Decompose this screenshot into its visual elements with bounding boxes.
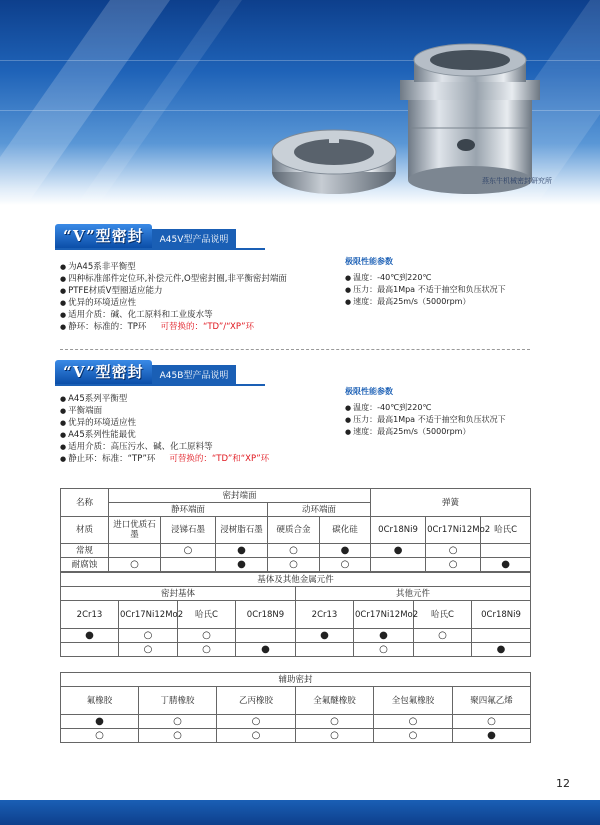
seat-ring-image <box>272 130 396 194</box>
symbol-cell: ○ <box>296 715 374 729</box>
material-cell: 浸树脂石墨 <box>216 517 268 544</box>
footer-bar <box>0 800 600 825</box>
list-item: ● PTFE材质V型圈适应能力 <box>60 285 287 297</box>
row-label: 常规 <box>61 544 109 558</box>
table-title: 辅助密封 <box>61 673 531 687</box>
symbol-cell: ● <box>371 544 426 558</box>
material-cell: 0Cr17Ni12Mo2 <box>426 517 481 544</box>
material-cell: 全氟醚橡胶 <box>296 687 374 715</box>
list-item <box>60 453 269 465</box>
list-item: ● 速度：最高25m/s（5000rpm） <box>345 296 506 308</box>
list-item: ● 温度：-40℃到220℃ <box>345 272 506 284</box>
symbol-cell: ○ <box>426 558 481 572</box>
seal-assembly-image <box>400 44 540 194</box>
material-cell: 碳化硅 <box>320 517 371 544</box>
list-item: ● A45系列平衡型 <box>60 393 269 405</box>
symbol-cell <box>472 629 531 643</box>
symbol-cell: ○ <box>119 629 178 643</box>
material-row <box>61 517 531 544</box>
divider <box>60 349 530 350</box>
list-item: ● A45系列性能最优 <box>60 429 269 441</box>
symbol-cell: ● <box>472 643 531 657</box>
feature-list-a45b <box>60 393 269 465</box>
performance-title: 极限性能参数 <box>345 387 393 396</box>
material-row <box>61 601 531 629</box>
section-badge: “V”型密封 <box>55 224 152 248</box>
material-cell: 进口优质石墨 <box>109 517 161 544</box>
symbol-cell <box>296 643 354 657</box>
list-item: ● 压力：最高1Mpa 不适于抽空和负压状况下 <box>345 284 506 296</box>
symbol-cell: ● <box>453 729 531 743</box>
list-item: ● 适用介质：高压污水、碱、化工原料等 <box>60 441 269 453</box>
symbol-cell: ○ <box>268 544 320 558</box>
table-row <box>61 558 531 572</box>
static-ring-standard: 静止环：标准：“TP”环 <box>68 454 156 464</box>
symbol-cell: ○ <box>119 643 178 657</box>
static-ring-alternative: 可替换的：“TD”/“XP”环 <box>160 322 255 332</box>
list-item: ● 速度：最高25m/s（5000rpm） <box>345 426 506 438</box>
material-cell: 乙丙橡胶 <box>217 687 296 715</box>
symbol-cell: ○ <box>178 643 236 657</box>
symbol-cell: ○ <box>139 715 217 729</box>
header-spring: 弹簧 <box>371 489 531 517</box>
symbol-cell: ○ <box>139 729 217 743</box>
symbol-cell: ○ <box>109 558 161 572</box>
static-ring-alternative: 可替换的：“TD”和“XP”环 <box>169 454 270 464</box>
performance-list-a45v <box>345 256 506 308</box>
section-heading-a45v <box>55 226 236 248</box>
symbol-cell: ○ <box>217 729 296 743</box>
auxiliary-seal-table <box>60 672 531 743</box>
symbol-cell <box>109 544 161 558</box>
symbol-cell: ● <box>296 629 354 643</box>
symbol-cell: ○ <box>161 544 216 558</box>
symbol-cell: ○ <box>217 715 296 729</box>
symbol-cell: ○ <box>453 715 531 729</box>
material-cell: 聚四氟乙烯 <box>453 687 531 715</box>
header-name: 名称 <box>61 489 109 517</box>
header-material: 材质 <box>61 517 109 544</box>
feature-list-a45v <box>60 261 287 333</box>
section-subtitle: A45V型产品说明 <box>152 229 237 248</box>
header-static-face: 静环端面 <box>109 503 268 517</box>
list-item: ● 优异的环境适应性 <box>60 417 269 429</box>
material-cell: 哈氏C <box>178 601 236 629</box>
list-item <box>60 321 287 333</box>
list-item: ● 平衡端面 <box>60 405 269 417</box>
section-subtitle: A45B型产品说明 <box>152 365 237 384</box>
symbol-cell: ○ <box>61 729 139 743</box>
symbol-cell: ● <box>236 643 296 657</box>
symbol-cell: ○ <box>374 715 453 729</box>
table-row <box>61 643 531 657</box>
header-other-parts: 其他元件 <box>296 587 531 601</box>
product-image <box>0 0 600 230</box>
symbol-cell: ● <box>481 558 531 572</box>
symbol-cell: ● <box>61 715 139 729</box>
symbol-cell <box>371 558 426 572</box>
symbol-cell: ○ <box>426 544 481 558</box>
section-rule <box>55 384 265 386</box>
list-item: ● 为A45系非平衡型 <box>60 261 287 273</box>
material-cell: 氟橡胶 <box>61 687 139 715</box>
symbol-cell <box>481 544 531 558</box>
header-seal-body: 密封基体 <box>61 587 296 601</box>
material-cell: 0Cr18N9 <box>236 601 296 629</box>
symbol-cell: ○ <box>296 729 374 743</box>
symbol-cell: ○ <box>268 558 320 572</box>
symbol-cell: ○ <box>414 629 472 643</box>
symbol-cell: ○ <box>374 729 453 743</box>
material-cell: 0Cr17Ni12Mo2 <box>119 601 178 629</box>
watermark-text: 燕东牛机械密封研究所 <box>482 177 552 185</box>
material-cell: 丁腈橡胶 <box>139 687 217 715</box>
symbol-cell <box>414 643 472 657</box>
table-row <box>61 729 531 743</box>
table-row <box>61 715 531 729</box>
list-item: ● 适用介质：碱、化工原料和工业废水等 <box>60 309 287 321</box>
performance-list-a45b <box>345 386 506 438</box>
symbol-cell: ● <box>320 544 371 558</box>
material-cell: 哈氏C <box>481 517 531 544</box>
list-item: ● 四种标准部件定位环,补偿元件,O型密封圈,非平衡密封端面 <box>60 273 287 285</box>
symbol-cell: ● <box>216 558 268 572</box>
page-number: 12 <box>556 777 570 790</box>
list-item: ● 压力：最高1Mpa 不适于抽空和负压状况下 <box>345 414 506 426</box>
symbol-cell: ● <box>216 544 268 558</box>
table-row <box>61 629 531 643</box>
header-seal-face: 密封端面 <box>109 489 371 503</box>
static-ring-standard: 静环：标准的：TP环 <box>68 322 147 332</box>
material-cell: 全包氟橡胶 <box>374 687 453 715</box>
symbol-cell <box>236 629 296 643</box>
material-cell: 0Cr18Ni9 <box>371 517 426 544</box>
material-cell: 浸锑石墨 <box>161 517 216 544</box>
table-title: 基体及其他金属元件 <box>61 573 531 587</box>
seal-face-material-table <box>60 488 531 572</box>
material-cell: 0Cr18Ni9 <box>472 601 531 629</box>
material-cell: 硬质合金 <box>268 517 320 544</box>
list-item: ● 温度：-40℃到220℃ <box>345 402 506 414</box>
material-cell: 0Cr17Ni12Mo2 <box>354 601 414 629</box>
symbol-cell <box>61 643 119 657</box>
section-heading-a45b <box>55 362 236 384</box>
symbol-cell <box>161 558 216 572</box>
metal-parts-table <box>60 572 531 657</box>
material-row <box>61 687 531 715</box>
material-cell: 2Cr13 <box>61 601 119 629</box>
table-row <box>61 544 531 558</box>
row-label: 耐腐蚀 <box>61 558 109 572</box>
symbol-cell: ● <box>354 629 414 643</box>
symbol-cell: ● <box>61 629 119 643</box>
header-dynamic-face: 动环端面 <box>268 503 371 517</box>
performance-title: 极限性能参数 <box>345 257 393 266</box>
symbol-cell: ○ <box>178 629 236 643</box>
material-cell: 哈氏C <box>414 601 472 629</box>
section-rule <box>55 248 265 250</box>
material-cell: 2Cr13 <box>296 601 354 629</box>
symbol-cell: ○ <box>320 558 371 572</box>
section-badge: “V”型密封 <box>55 360 152 384</box>
list-item: ● 优异的环境适应性 <box>60 297 287 309</box>
symbol-cell: ○ <box>354 643 414 657</box>
